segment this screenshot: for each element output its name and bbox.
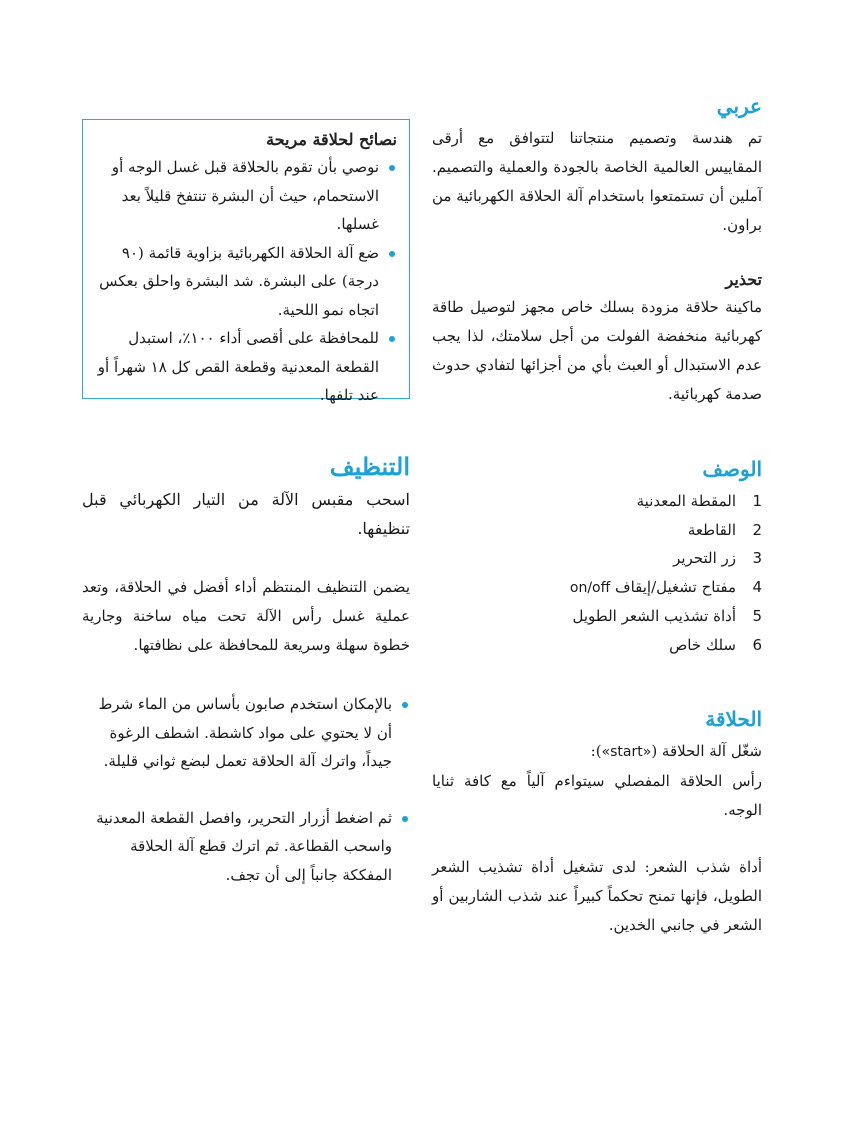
cleaning-paragraph-2: يضمن التنظيف المنتظم أداء أفضل في الحلاقة، وتعد عملية غسل رأس الآلة تحت مياه ساخنة وجارية خطوة سهلة وسريعة للمحافظة على نظافتها. [82, 578, 410, 654]
start-latin: «start» [601, 744, 652, 760]
part-number: 3 [752, 549, 762, 567]
tip-text: ضع آلة الحلاقة الكهربائية بزاوية قائمة (٩٠ درجة) على البشرة. شد البشرة واحلق بعكس اتجاه نمو اللحية. [99, 243, 379, 319]
cleaning-paragraph-1: اسحب مقبس الآلة من التيار الكهربائي قبل تنظيفها. [82, 490, 410, 538]
part-label: القاطعة [687, 520, 736, 539]
shaving-paragraph-1: رأس الحلاقة المفصلي سيتواءم آلياً مع كافة ثنايا الوجه. [432, 772, 762, 819]
part-number: 5 [752, 607, 762, 625]
shaving-paragraph-2: أداة شذب الشعر: لدى تشغيل أداة تشذيب الشعر الطويل، فإنها تمنح تحكماً كبيراً عند شذب الشاربين أو الشعر في جانبي الخدين. [432, 858, 762, 934]
start-text-end: ): [590, 742, 602, 760]
list-item [432, 631, 762, 660]
list-item [95, 239, 397, 325]
cleaning-bullets [82, 690, 410, 889]
bullet-icon [389, 336, 395, 342]
description-title: الوصف [702, 457, 762, 481]
part-label: أداة تشذيب الشعر الطويل [572, 607, 736, 625]
list-item [95, 324, 397, 410]
list-item [82, 804, 410, 890]
list-item [432, 516, 762, 545]
tip-text: نوصي بأن تقوم بالحلاقة قبل غسل الوجه أو الاستحمام، حيث أن البشرة تنتفخ قليلاً بعد غسلها. [111, 158, 379, 233]
list-item [95, 153, 397, 239]
warning-paragraph: ماكينة حلاقة مزودة بسلك خاص مجهز لتوصيل طاقة كهربائية منخفضة الفولت من أجل سلامتك، لذا يجب عدم الاستبدال أو العبث بأي من أجزائها لتفادي حدوث صدمة كهربائية. [432, 298, 762, 403]
list-item [432, 602, 762, 631]
shaving-title: الحلاقة [705, 707, 762, 731]
part-label: زر التحرير [673, 549, 736, 567]
cleaning-section [82, 452, 410, 889]
tip-text: للمحافظة على أقصى أداء ١٠٠٪، استبدل القطعة المعدنية وقطعة القص كل ١٨ شهراً أو عند تلفها. [97, 329, 379, 404]
part-number: 1 [752, 492, 762, 510]
part-label: سلك خاص [669, 635, 736, 654]
shaving-start-line [432, 737, 762, 767]
cleaning-bullet-text: ثم اضغط أزرار التحرير، وافصل القطعة المعدنية واسحب القطاعة. ثم اترك قطع آلة الحلاقة المفككة جانباً إلى أن تجف. [96, 808, 392, 884]
part-latin-label: on/off [569, 579, 611, 596]
right-column [432, 94, 762, 940]
bullet-icon [389, 251, 395, 257]
part-number: 6 [752, 635, 762, 654]
language-title: عربي [716, 94, 762, 118]
list-item [432, 487, 762, 516]
part-number: 4 [752, 577, 762, 596]
tips-list [95, 153, 397, 410]
part-number: 2 [752, 520, 762, 539]
intro-paragraph: تم هندسة وتصميم منتجاتنا لتتوافق مع أرقى المقاييس العالمية الخاصة بالجودة والعملية والتصميم. آملين أن تستمتعوا باستخدام آلة الحلاقة الكهربائية من براون. [432, 129, 762, 234]
cleaning-title: التنظيف [329, 452, 410, 481]
part-label: مفتاح تشغيل/إيقاف [615, 577, 736, 596]
parts-list [432, 487, 762, 659]
list-item [432, 544, 762, 573]
tips-title: نصائح لحلاقة مريحة [266, 130, 397, 149]
part-label: المقطة المعدنية [636, 492, 736, 510]
tips-box [82, 119, 410, 404]
cleaning-bullet-text: بالإمكان استخدم صابون بأساس من الماء شرط أن لا يحتوي على مواد كاشطة. اشطف الرغوة جيداً، واترك آلة الحلاقة تعمل لبضع ثواني قليلة. [98, 695, 392, 770]
list-item [82, 690, 410, 776]
warning-title: تحذير [725, 270, 762, 289]
start-text: شغّل آلة الحلاقة ( [651, 742, 762, 760]
bullet-icon [389, 165, 395, 171]
list-item [432, 573, 762, 603]
bullet-icon [402, 702, 408, 708]
bullet-icon [402, 816, 408, 822]
